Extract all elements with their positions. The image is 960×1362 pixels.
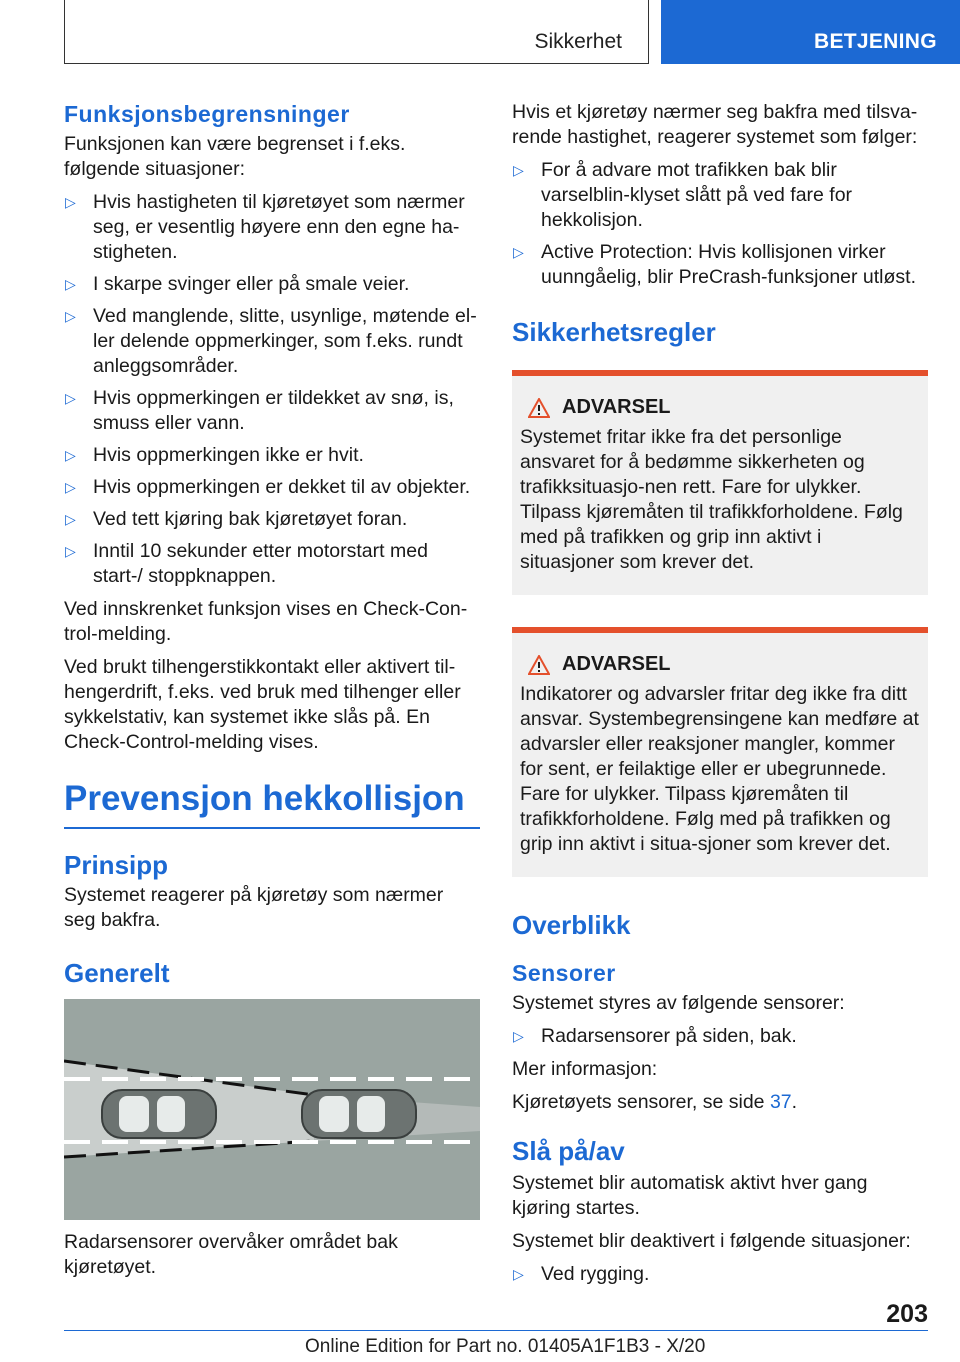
warning-box <box>512 627 928 877</box>
triangle-bullet-icon: ▷ <box>513 162 524 178</box>
more-info: Mer informasjon: <box>512 1058 658 1080</box>
heading-principle: Prinsipp <box>64 850 169 880</box>
triangle-bullet-icon: ▷ <box>65 447 76 463</box>
warning-title: ADVARSEL <box>562 653 671 675</box>
principle-text: Systemet reagerer på kjøretøy som nærmer seg bakfra. <box>64 884 444 931</box>
sensors-list <box>512 1024 928 1049</box>
limits-list <box>64 190 480 589</box>
figure-caption: Radarsensorer overvåker området bak kjøretøyet. <box>64 1231 398 1278</box>
approach-intro: Hvis et kjøretøy nærmer seg bakfra med tilsva-rende hastighet, reagerer systemet som følger: <box>512 101 918 148</box>
list-item: ▷ For å advare mot trafikken bak blir varselblin-klyset slått på ved fare for hekkolisjon. <box>513 159 853 231</box>
header-section-box <box>64 0 649 64</box>
list-item: ▷ Hvis oppmerkingen er tildekket av snø, is, smuss eller vann. <box>65 387 454 434</box>
list-item: ▷ Hvis hastigheten til kjøretøyet som nærmer seg, er vesentlig høyere enn den egne ha-stigheten. <box>65 191 465 263</box>
list-item: ▷ Hvis oppmerkingen er dekket til av objekter. <box>65 476 471 498</box>
triangle-bullet-icon: ▷ <box>65 479 76 495</box>
warning-text: Systemet fritar ikke fra det personlige ansvaret for å bedømme sikkerheten og trafikksituasjo-nen rett. Fare for ulykker. Tilpass kjøremåten til trafikkforholdene. Følg med på trafikken og grip inn aktivt i situasjoner som krever det. <box>520 426 903 573</box>
car-front-icon <box>302 1090 416 1138</box>
triangle-bullet-icon: ▷ <box>513 1266 524 1282</box>
header-section-title: Sikkerhet <box>534 30 622 53</box>
triangle-bullet-icon: ▷ <box>513 1028 524 1044</box>
car-rear-icon <box>102 1090 216 1138</box>
triangle-bullet-icon: ▷ <box>65 308 76 324</box>
heading-sensors: Sensorer <box>512 960 616 986</box>
triangle-bullet-icon: ▷ <box>65 511 76 527</box>
list-item: ▷ Ved tett kjøring bak kjøretøyet foran. <box>65 508 408 530</box>
triangle-bullet-icon: ▷ <box>65 276 76 292</box>
radar-coverage-diagram <box>64 999 480 1220</box>
radar-illustration <box>64 999 480 1220</box>
list-item: ▷ Ved rygging. <box>513 1263 650 1285</box>
list-item: ▷ I skarpe svinger eller på smale veier. <box>65 273 410 295</box>
warning-triangle-icon <box>528 398 550 418</box>
left-column <box>64 100 480 1288</box>
trailer-note: Ved brukt tilhengerstikkontakt eller aktivert til-hengerdrift, f.eks. ved bruk med tilhenger eller sykkelstativ, kan systemet ikke slås på. En Check-Control-melding vises. <box>64 656 461 753</box>
footer-divider <box>64 1330 928 1331</box>
triangle-bullet-icon: ▷ <box>65 194 76 210</box>
triangle-bullet-icon: ▷ <box>65 543 76 559</box>
heading-main: Prevensjon hekkollisjon <box>64 777 480 829</box>
triangle-bullet-icon: ▷ <box>513 244 524 260</box>
warning-box <box>512 370 928 595</box>
triangle-bullet-icon: ▷ <box>65 390 76 406</box>
list-item: ▷ Radarsensorer på siden, bak. <box>513 1025 797 1047</box>
list-item: ▷ Ved manglende, slitte, usynlige, møtende el-ler delende oppmerkinger, som f.eks. rundt anleggsområder. <box>65 305 477 377</box>
heading-limits: Funksjonsbegrensninger <box>64 101 350 127</box>
footer-edition: Online Edition for Part no. 01405A1F1B3 - X/20 <box>305 1336 706 1357</box>
warning-title: ADVARSEL <box>562 396 671 418</box>
sensors-reference: Kjøretøyets sensorer, se side 37. <box>512 1091 798 1113</box>
list-item: ▷ Active Protection: Hvis kollisjonen virker uunngåelig, blir PreCrash-funksjoner utløst. <box>513 241 917 288</box>
check-control-note: Ved innskrenket funksjon vises en Check-Con-trol-melding. <box>64 598 468 645</box>
heading-overview: Overblikk <box>512 910 631 940</box>
page-link[interactable]: 37 <box>769 1091 792 1113</box>
deactivated-intro: Systemet blir deaktivert i følgende situasjoner: <box>512 1230 911 1252</box>
heading-safety: Sikkerhetsregler <box>512 317 716 347</box>
header-chapter-tab <box>661 0 960 64</box>
list-item: ▷ Hvis oppmerkingen ikke er hvit. <box>65 444 364 466</box>
deactivated-list <box>512 1262 928 1287</box>
right-column <box>512 100 928 1295</box>
auto-on-text: Systemet blir automatisk aktivt hver gang kjøring startes. <box>512 1172 868 1219</box>
warning-text: Indikatorer og advarsler fritar deg ikke fra ditt ansvar. Systembegrensingene kan medføre at advarsler eller reaksjoner mangler, kommer for sent, er feilaktige eller er ubegrunnede. Fare for ulykker. Tilpass kjøremåten til trafikkforholdene. Følg med på trafikken og grip inn aktivt i situa-sjoner som krever det. <box>520 683 919 855</box>
heading-on-off: Slå på/av <box>512 1136 625 1166</box>
heading-general: Generelt <box>64 958 170 988</box>
warning-triangle-icon <box>528 655 550 675</box>
limits-intro: Funksjonen kan være begrenset i f.eks. følgende situasjoner: <box>64 133 406 180</box>
sensors-intro: Systemet styres av følgende sensorer: <box>512 992 845 1014</box>
page-number: 203 <box>886 1300 928 1328</box>
approach-list <box>512 158 928 290</box>
list-item: ▷ Inntil 10 sekunder etter motorstart med start-/ stoppknappen. <box>65 540 428 587</box>
header-chapter-title: BETJENING <box>814 30 937 53</box>
